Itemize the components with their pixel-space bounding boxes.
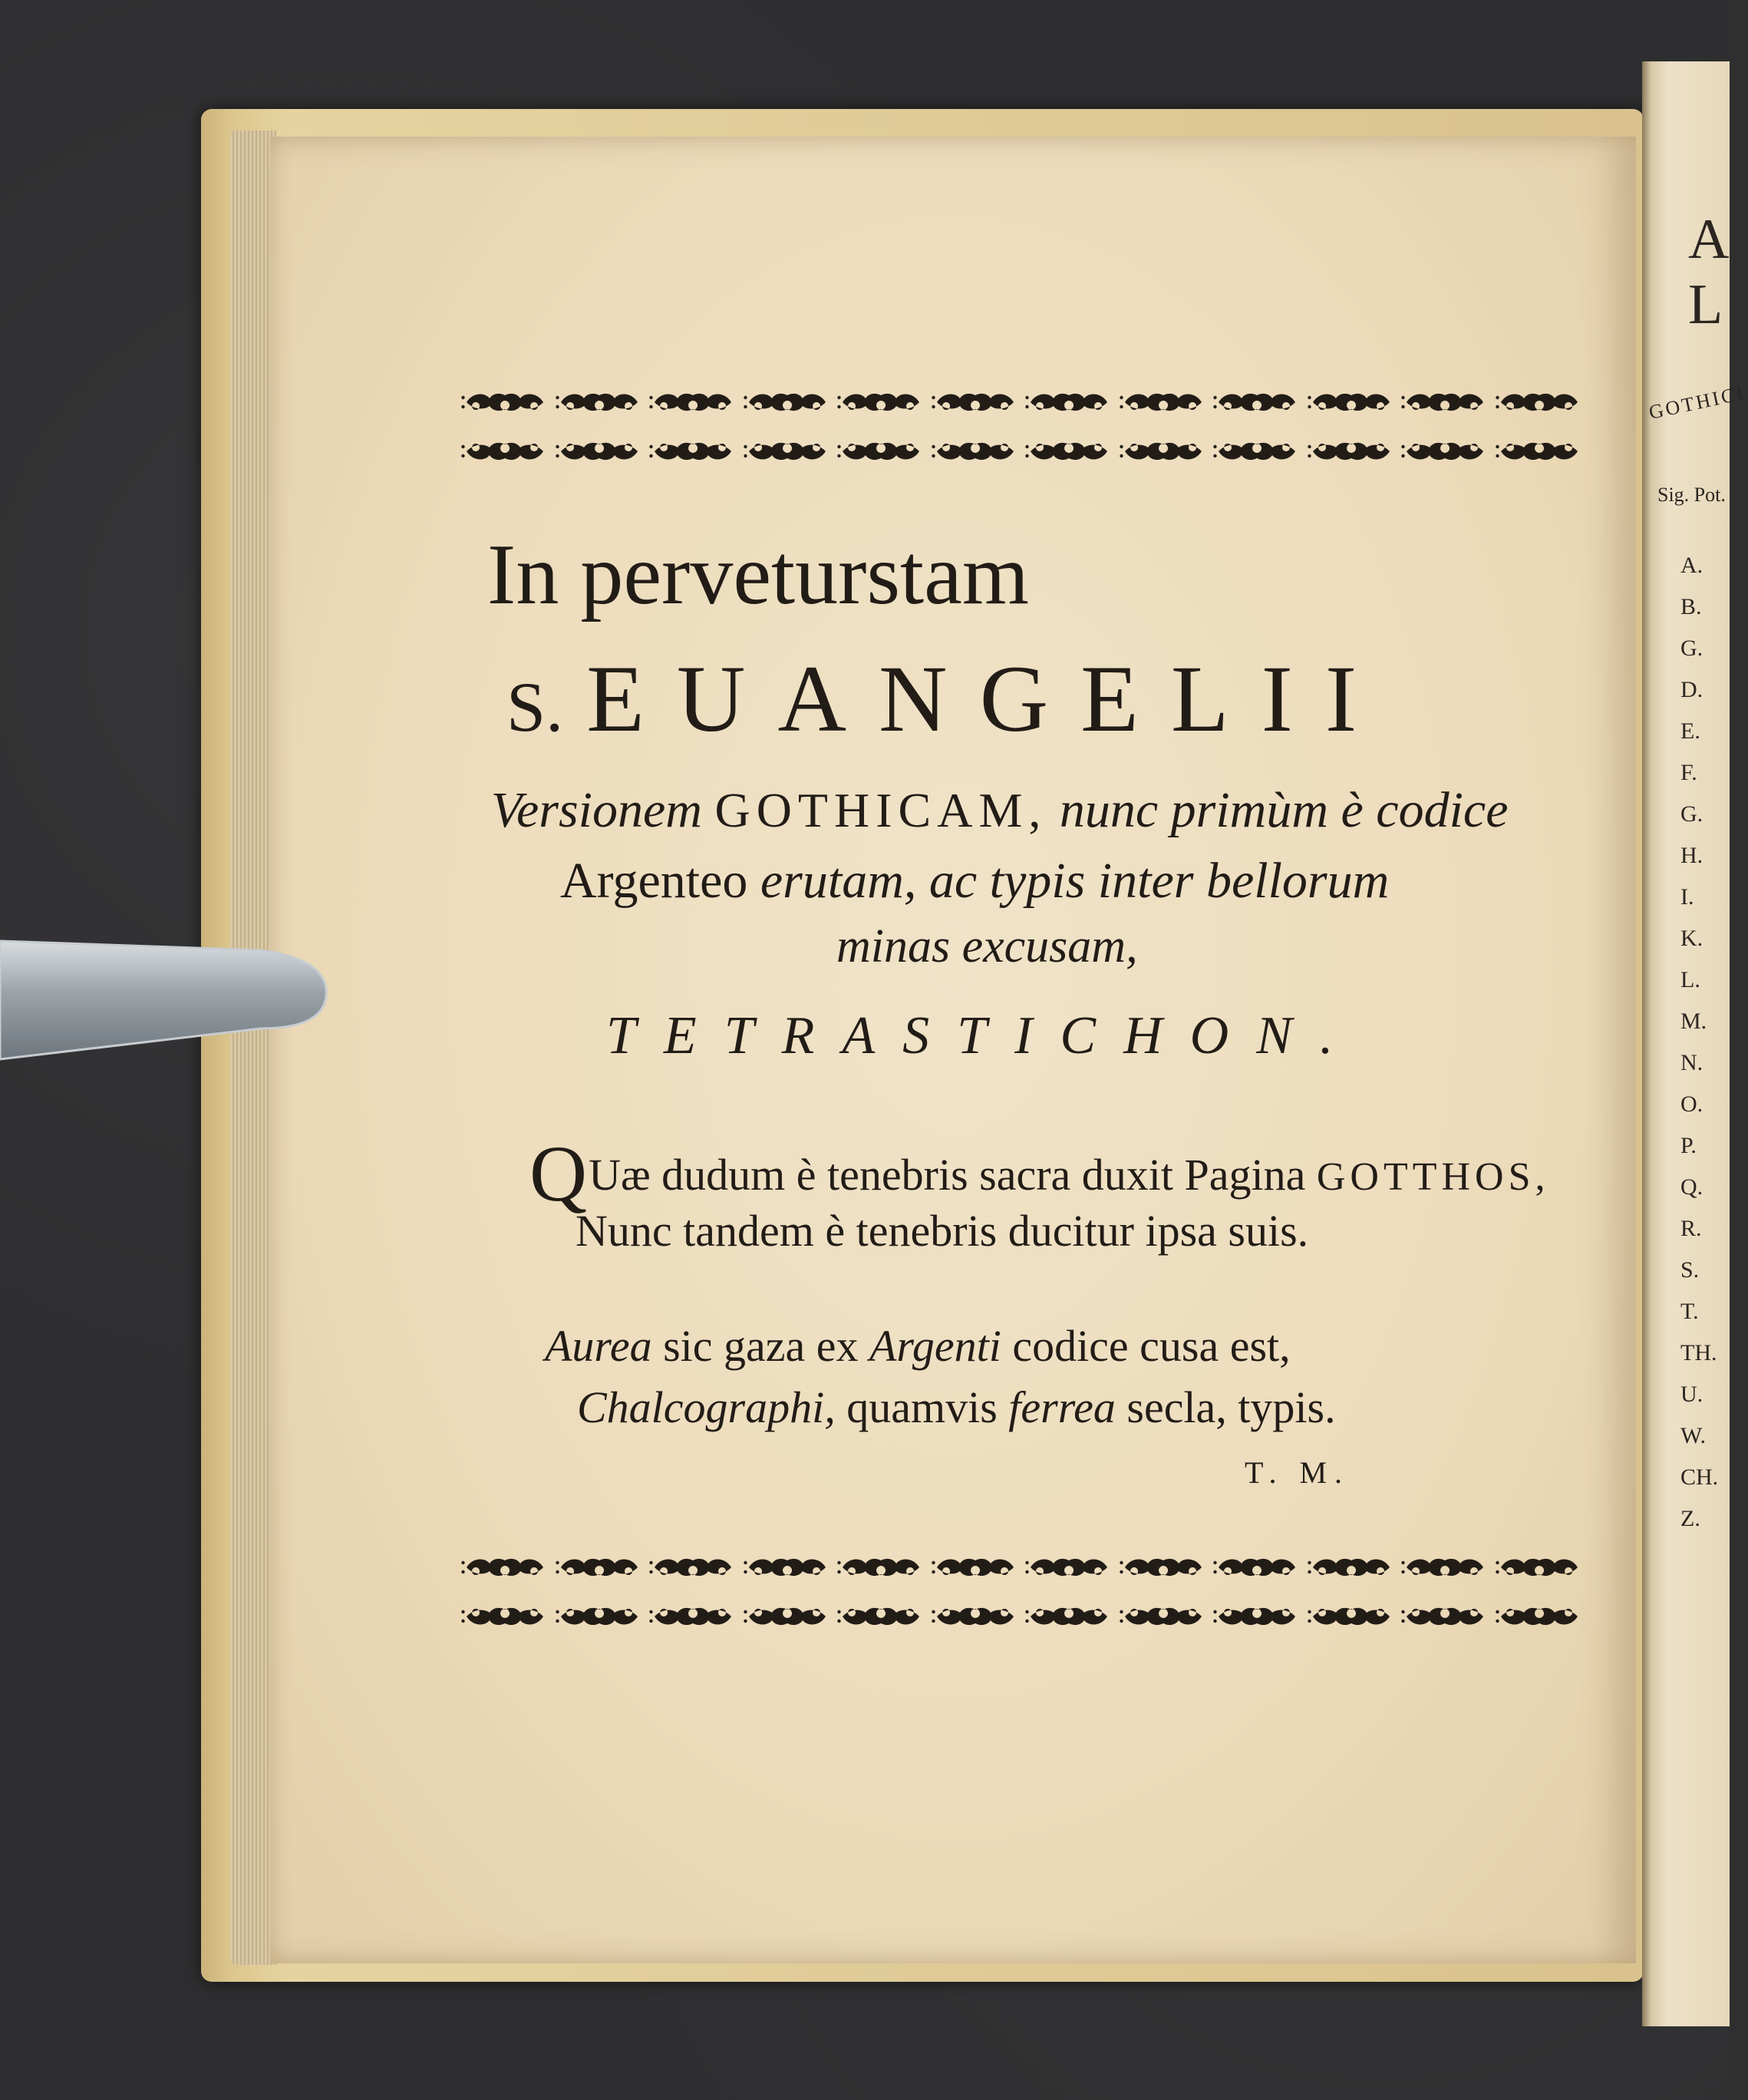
fleuron-ornament-icon [462,388,548,417]
facing-page-column-header: GOTHICI [1647,381,1748,424]
heading-line-1-text: In perveturstam [487,527,1029,622]
facing-letter: U. [1680,1382,1703,1407]
poem-line-2: Nunc tandem è tenebris ducitur ipsa suis. [576,1206,1309,1256]
fleuron-ornament-icon [1308,437,1394,466]
fleuron-ornament-icon [1308,388,1394,417]
poem-line-1-text: Uæ dudum è tenebris sacra duxit Pagina [589,1150,1306,1200]
fleuron-ornament-icon [556,1553,642,1582]
fleuron-ornament-icon [1214,437,1300,466]
heading-line-5: minas excusam, [836,920,1138,972]
facing-letter: H. [1680,843,1703,868]
fleuron-ornament-icon [556,1602,642,1631]
fleuron-ornament-icon [932,1553,1018,1582]
facing-page [1642,61,1748,2026]
facing-page-sub-header: Sig. Pot. [1657,484,1726,506]
fleuron-ornament-icon [1496,1553,1582,1582]
heading-line-3-end: nunc primùm è codice [1059,782,1509,838]
heading-line-4 [560,852,1389,910]
fleuron-ornament-icon [1120,1553,1206,1582]
facing-letter: S. [1680,1257,1700,1283]
facing-letter: R. [1680,1216,1702,1241]
fleuron-ornament-icon [462,1602,548,1631]
heading-argenteo: Argenteo [560,853,748,909]
fleuron-ornament-icon [650,1602,736,1631]
poem-signature: T. M. [1245,1455,1351,1490]
poem-chalcographi: Chalcographi, [577,1382,836,1432]
facing-letter: L. [1680,967,1700,992]
fleuron-ornament-icon [462,1553,548,1582]
heading-line-2 [506,645,1389,754]
facing-letter: G. [1680,801,1703,827]
fleuron-ornament-icon [1120,437,1206,466]
fleuron-ornament-icon [1402,388,1488,417]
fleuron-ornament-icon [650,437,736,466]
heading-gothicam: GOTHICAM, [714,783,1047,837]
fleuron-ornament-icon [838,437,924,466]
facing-letter: B. [1680,594,1702,619]
fleuron-ornament-icon [462,437,548,466]
fleuron-ornament-icon [838,1602,924,1631]
fleuron-ornament-icon [1026,1602,1112,1631]
facing-letter: TH. [1680,1340,1717,1365]
facing-letter: G. [1680,636,1703,661]
facing-letter: D. [1680,677,1703,702]
fleuron-ornament-icon [1120,388,1206,417]
facing-letter: O. [1680,1091,1703,1117]
fleuron-ornament-icon [838,388,924,417]
poem-line-3 [545,1320,1291,1372]
heading-tetrastichon: TETRASTICHON. [606,1006,1361,1065]
fleuron-ornament-icon [1308,1553,1394,1582]
fleuron-ornament-icon [1214,1602,1300,1631]
heading-line-3 [491,781,1509,840]
facing-letter: P. [1680,1133,1697,1158]
fleuron-ornament-icon [556,388,642,417]
fleuron-ornament-icon [1308,1602,1394,1631]
facing-letter: Z. [1680,1506,1700,1531]
fleuron-ornament-icon [1402,1602,1488,1631]
facing-letter: N. [1680,1050,1703,1075]
poem-aurea: Aurea [545,1321,652,1371]
facing-letter: Q. [1680,1174,1703,1200]
fleuron-ornament-icon [1120,1602,1206,1631]
bottom-ornament-border [462,1549,1582,1635]
fleuron-ornament-icon [1496,1602,1582,1631]
fleuron-ornament-icon [744,437,830,466]
facing-letter: W. [1680,1423,1707,1448]
fleuron-ornament-icon [744,1553,830,1582]
fleuron-ornament-icon [1026,1553,1112,1582]
facing-page-letter-list [1680,545,1718,1540]
facing-letter: T. [1680,1299,1699,1324]
poem-gotthos: GOTTHOS, [1316,1155,1550,1199]
fleuron-ornament-icon [556,437,642,466]
facing-letter: CH. [1680,1464,1719,1490]
heading-euangelii: EUANGELII [586,646,1390,751]
fleuron-ornament-icon [932,437,1018,466]
fleuron-ornament-icon [838,1553,924,1582]
heading-versionem: Versionem [491,782,702,838]
fleuron-ornament-icon [1402,1553,1488,1582]
poem-line-4 [577,1382,1336,1433]
fleuron-ornament-icon [1026,437,1112,466]
facing-letter: M. [1680,1009,1707,1034]
fleuron-ornament-icon [1026,388,1112,417]
fleuron-ornament-icon [650,388,736,417]
poem-quamvis: quamvis [846,1382,998,1432]
poem-line-3-mid: sic gaza ex [663,1321,859,1371]
facing-letter: F. [1680,760,1697,785]
facing-letter: K. [1680,926,1703,951]
fleuron-ornament-icon [932,1602,1018,1631]
heading-line-4-italic: erutam, ac typis inter bellorum [760,853,1390,909]
facing-letter: E. [1680,718,1700,744]
poem-ferrea: ferrea [1008,1382,1116,1432]
facing-page-title: A L [1688,208,1730,336]
poem-line-3-end: codice cusa est, [1012,1321,1291,1371]
fleuron-ornament-icon [1496,388,1582,417]
fleuron-ornament-icon [1214,388,1300,417]
poem-line-4-end: secla, typis. [1126,1382,1336,1432]
fleuron-ornament-icon [1214,1553,1300,1582]
page-holder-blade [0,906,330,1075]
facing-letter: A. [1680,553,1703,578]
top-ornament-border [462,384,1582,470]
poem-argenti: Argenti [869,1321,1001,1371]
fleuron-ornament-icon [1496,437,1582,466]
fleuron-ornament-icon [744,388,830,417]
fleuron-ornament-icon [650,1553,736,1582]
fleuron-ornament-icon [1402,437,1488,466]
heading-s-prefix: S. [506,668,564,746]
fleuron-ornament-icon [932,388,1018,417]
facing-letter: I. [1680,884,1694,910]
fleuron-ornament-icon [744,1602,830,1631]
poem-drop-letter: Q [529,1130,588,1218]
